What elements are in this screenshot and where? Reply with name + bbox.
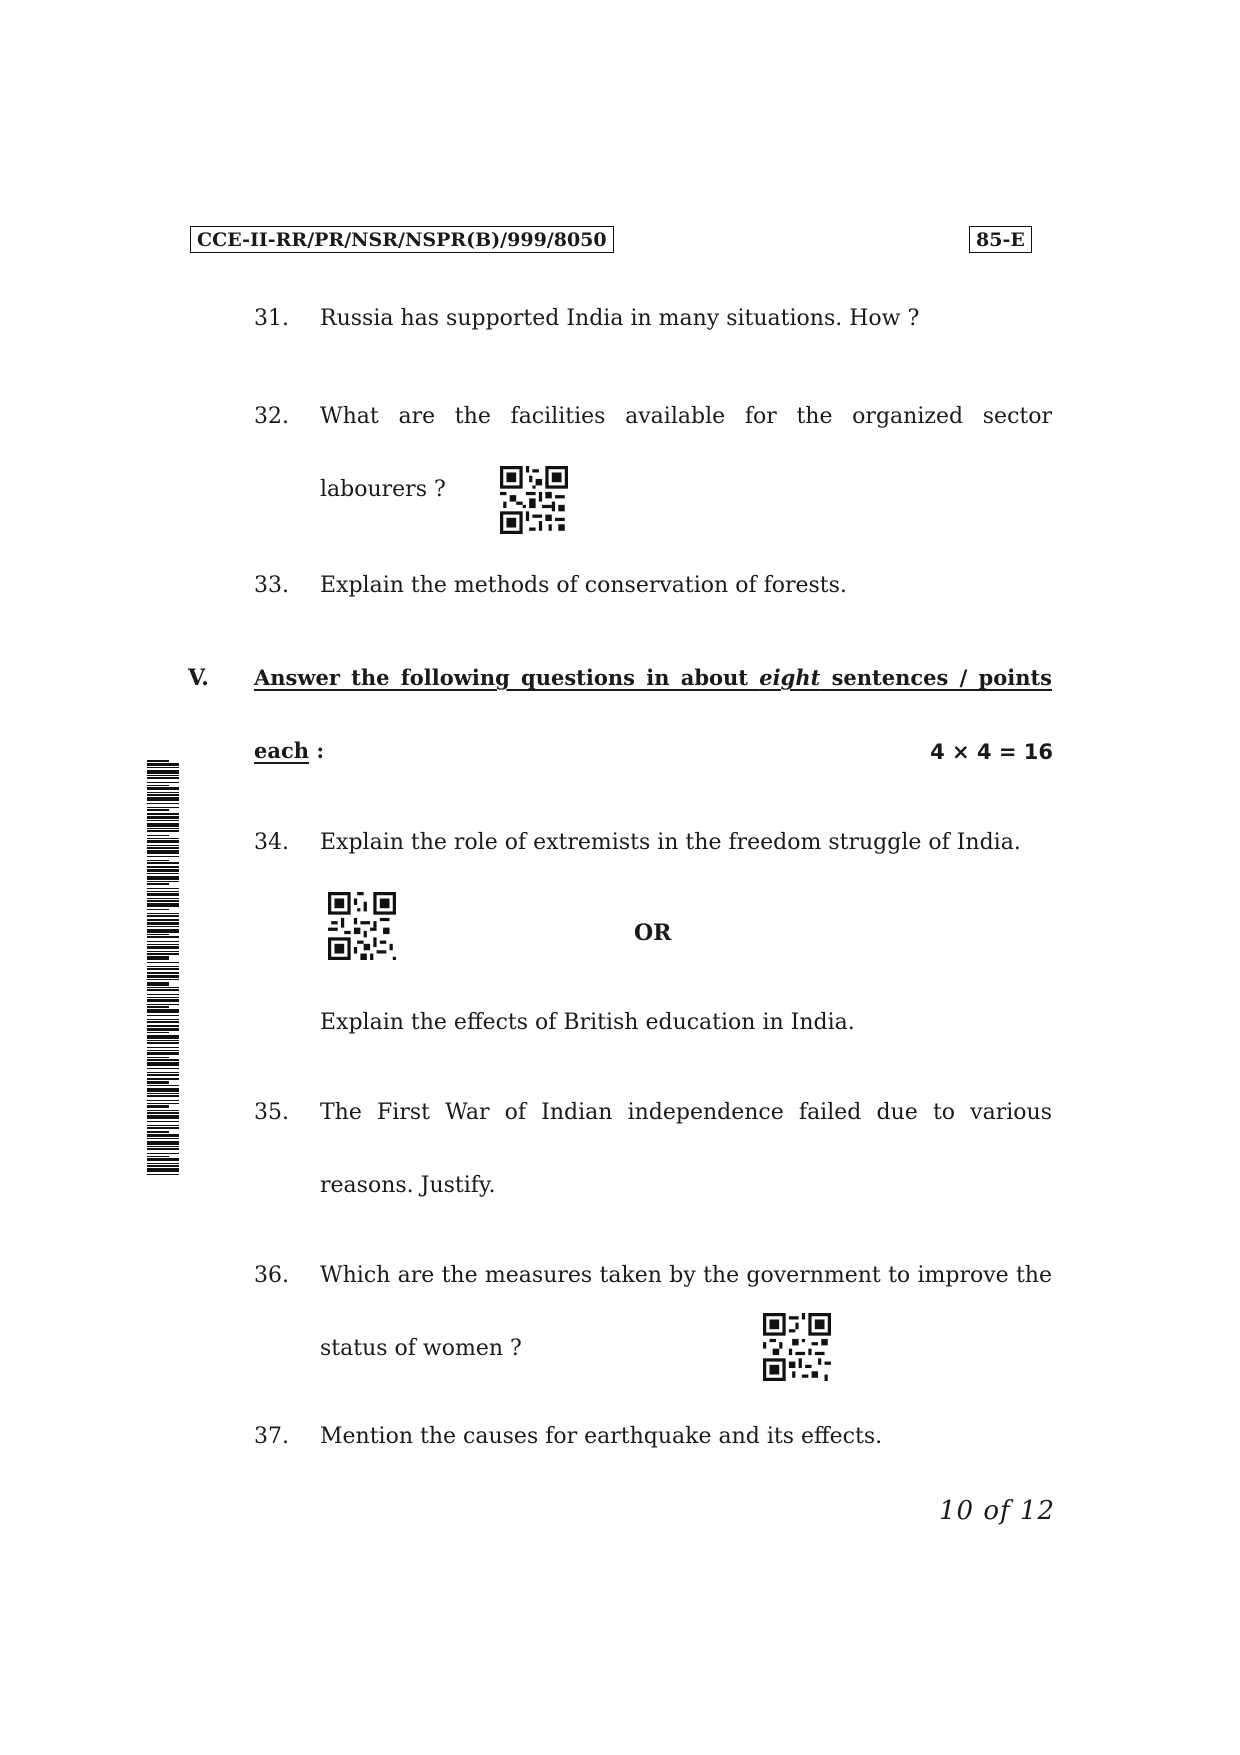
- qr-code-icon: [327, 892, 397, 960]
- question-text: reasons. Justify.: [320, 1173, 496, 1198]
- instruction-colon: :: [309, 738, 325, 763]
- question-number: 31.: [254, 306, 289, 331]
- paper-code-box: 85-E: [969, 226, 1032, 253]
- instruction-part-2: sentences / points: [820, 665, 1052, 690]
- question-number: 34.: [254, 830, 289, 855]
- section-instruction: [254, 664, 1052, 692]
- question-number: 37.: [254, 1424, 289, 1449]
- question-number: 36.: [254, 1263, 289, 1288]
- question-text: status of women ?: [320, 1336, 522, 1361]
- page-number: 10 of 12: [939, 1496, 1055, 1526]
- instruction-part-1: Answer the following questions in about: [254, 665, 760, 690]
- section-instruction-continued: [254, 737, 324, 765]
- section-marks: 4 × 4 = 16: [930, 740, 1053, 764]
- barcode-icon: [147, 760, 179, 1178]
- question-text: labourers ?: [320, 477, 446, 502]
- question-text: Mention the causes for earthquake and its effects.: [320, 1424, 883, 1449]
- question-text: The First War of Indian independence failed due to various: [320, 1100, 1052, 1125]
- question-text: Russia has supported India in many situations. How ?: [320, 306, 920, 331]
- instruction-emphasis: eight: [759, 665, 821, 690]
- question-text: Which are the measures taken by the government to improve the: [320, 1263, 1052, 1288]
- exam-code-box: CCE-II-RR/PR/NSR/NSPR(B)/999/8050: [190, 226, 614, 253]
- section-roman: V.: [188, 665, 209, 691]
- question-text: Explain the effects of British education in India.: [320, 1010, 855, 1035]
- question-number: 33.: [254, 573, 289, 598]
- question-text: What are the facilities available for the organized sector: [320, 404, 1052, 429]
- question-text: Explain the methods of conservation of forests.: [320, 573, 847, 598]
- question-text: Explain the role of extremists in the freedom struggle of India.: [320, 830, 1021, 855]
- instruction-each: each: [254, 738, 310, 763]
- qr-code-icon: [499, 466, 569, 534]
- or-separator: OR: [634, 920, 672, 946]
- question-number: 32.: [254, 404, 289, 429]
- qr-code-icon: [762, 1313, 832, 1381]
- question-number: 35.: [254, 1100, 289, 1125]
